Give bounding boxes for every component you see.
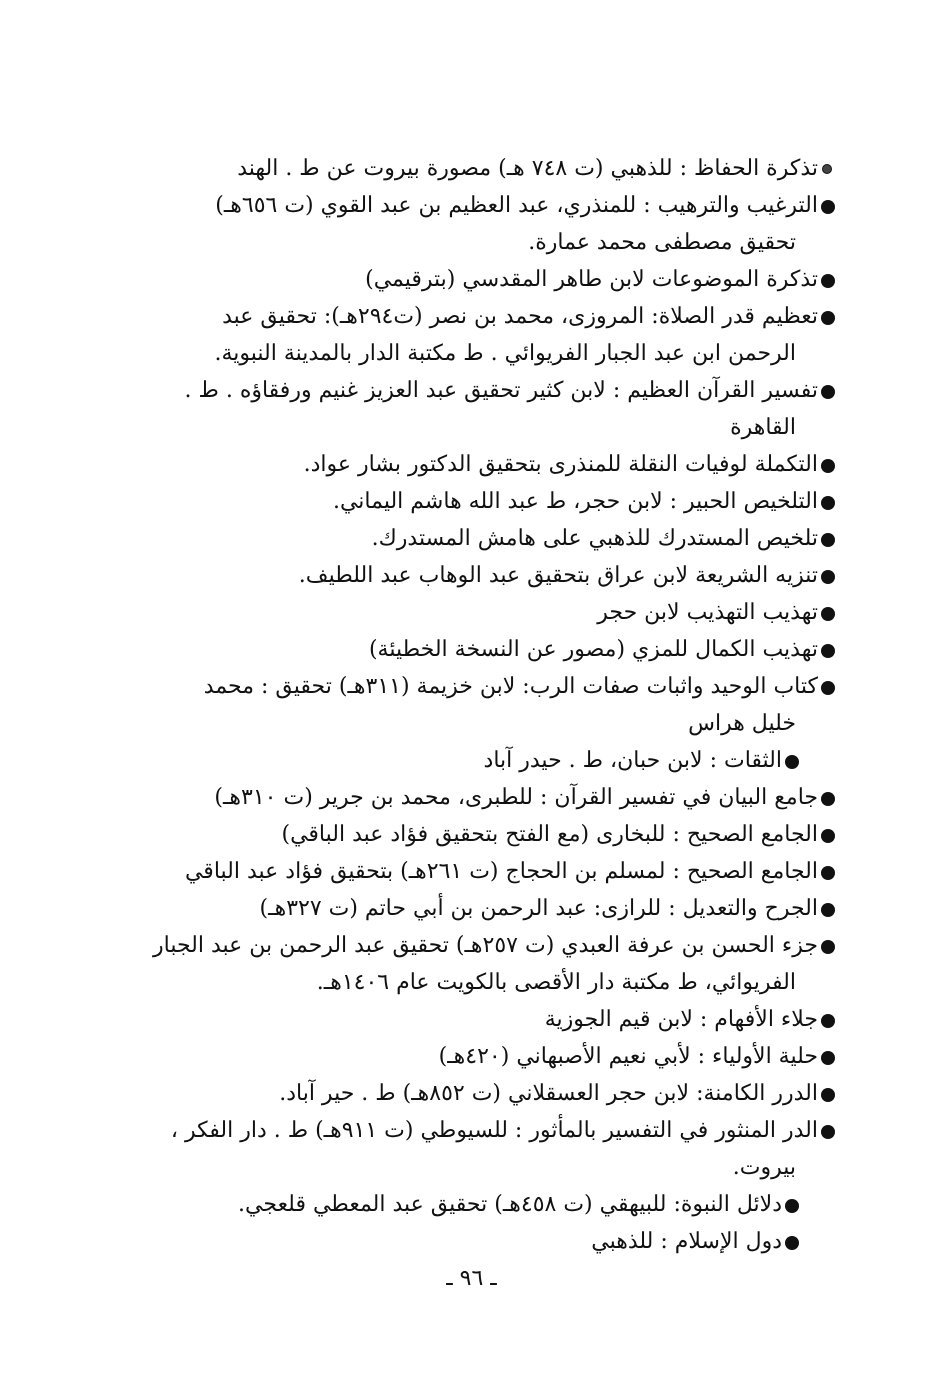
bibliography-entry <box>118 1075 818 1112</box>
entry-text: تهذيب التهذيب لابن حجر <box>597 600 818 625</box>
entry-text: جلاء الأفهام : لابن قيم الجوزية <box>544 1007 818 1032</box>
bibliography-entry <box>118 187 818 261</box>
entry-text: الجامع الصحيح : لمسلم بن الحجاج (ت ٢٦١هـ) بتحقيق فؤاد عبد الباقي <box>184 859 818 884</box>
entry-text: الدر المنثور في التفسير بالمأثور : للسيوطي (ت ٩١١هـ) ط . دار الفكر ، <box>170 1118 818 1143</box>
bullet-icon <box>821 533 835 547</box>
bibliography-entry <box>118 520 818 557</box>
bibliography-entry <box>118 1038 818 1075</box>
bibliography-entry <box>118 927 818 1001</box>
entry-text: كتاب الوحيد واثبات صفات الرب: لابن خزيمة (٣١١هـ) تحقيق : محمد <box>203 674 818 699</box>
bullet-icon <box>822 164 832 174</box>
bullet-icon <box>821 459 835 473</box>
entry-text: جزء الحسن بن عرفة العبدي (ت ٢٥٧هـ) تحقيق عبد الرحمن بن عبد الجبار <box>153 933 818 958</box>
entry-continuation: بيروت. <box>732 1155 796 1180</box>
entry-text: تهذيب الكمال للمزي (مصور عن النسخة الخطيئة) <box>368 637 818 662</box>
entry-text: تنزيه الشريعة لابن عراق بتحقيق عبد الوهاب عبد اللطيف. <box>298 563 818 588</box>
entry-text: جامع البيان في تفسير القرآن : للطبرى، محمد بن جرير (ت ٣١٠هـ) <box>214 785 818 810</box>
bibliography-entry <box>118 150 818 187</box>
entry-text: تذكرة الموضوعات لابن طاهر المقدسي (بترقيمي) <box>365 267 818 292</box>
bullet-icon <box>821 200 835 214</box>
entry-continuation: الفريوائي، ط مكتبة دار الأقصى بالكويت عام ١٤٠٦هـ. <box>316 970 796 995</box>
bullet-icon <box>821 385 835 399</box>
bullet-icon <box>821 644 835 658</box>
entry-text: الثقات : لابن حبان، ط . حيدر آباد <box>483 748 782 773</box>
bullet-icon <box>821 607 835 621</box>
page-number: ـ ٩٦ ـ <box>446 1266 497 1291</box>
bibliography-entry <box>118 1112 818 1186</box>
bibliography-entry <box>118 594 818 631</box>
bullet-icon <box>821 903 835 917</box>
bullet-icon <box>785 1236 799 1250</box>
bibliography-entry <box>118 298 818 372</box>
entry-text: الجرح والتعديل : للرازى: عبد الرحمن بن أبي حاتم (ت ٣٢٧هـ) <box>259 896 818 921</box>
bullet-icon <box>821 496 835 510</box>
bibliography-entry <box>118 557 818 594</box>
bibliography-entry <box>118 853 818 890</box>
bibliography-entry <box>118 1001 818 1038</box>
entry-text: تعظيم قدر الصلاة: المروزى، محمد بن نصر (ت٢٩٤هـ): تحقيق عبد <box>222 304 818 329</box>
entry-continuation: تحقيق مصطفى محمد عمارة. <box>528 230 796 255</box>
entry-text: تذكرة الحفاظ : للذهبي (ت ٧٤٨ هـ) مصورة بيروت عن ط . الهند <box>237 156 818 181</box>
bullet-icon <box>821 1125 835 1139</box>
entry-continuation: خليل هراس <box>688 711 796 736</box>
bullet-icon <box>785 755 799 769</box>
bullet-icon <box>821 311 835 325</box>
entry-text: دول الإسلام : للذهبي <box>591 1229 782 1254</box>
bibliography-entry <box>118 742 782 779</box>
bibliography-entry <box>118 816 818 853</box>
bibliography-entry <box>118 446 818 483</box>
entry-text: التلخيص الحبير : لابن حجر، ط عبد الله هاشم اليماني. <box>332 489 818 514</box>
bibliography-entry <box>118 483 818 520</box>
bullet-icon <box>821 681 835 695</box>
bullet-icon <box>821 829 835 843</box>
entry-text: حلية الأولياء : لأبي نعيم الأصبهاني (٤٢٠هـ) <box>438 1044 818 1069</box>
bibliography-entry <box>118 1186 782 1223</box>
entry-text: الدرر الكامنة: لابن حجر العسقلاني (ت ٨٥٢هـ) ط . حير آباد. <box>279 1081 818 1106</box>
bibliography-entry <box>118 1223 782 1260</box>
bibliography-list <box>118 150 818 1260</box>
bullet-icon <box>821 940 835 954</box>
bibliography-entry <box>118 668 818 742</box>
entry-text: دلائل النبوة: للبيهقي (ت ٤٥٨هـ) تحقيق عبد المعطي قلعجي. <box>238 1192 782 1217</box>
bibliography-entry <box>118 372 818 446</box>
entry-text: تفسير القرآن العظيم : لابن كثير تحقيق عبد العزيز غنيم ورفقاؤه . ط . <box>184 378 818 403</box>
entry-continuation: الرحمن ابن عبد الجبار الفريوائي . ط مكتبة الدار بالمدينة النبوية. <box>214 341 796 366</box>
bibliography-entry <box>118 261 818 298</box>
entry-text: تلخيص المستدرك للذهبي على هامش المستدرك. <box>371 526 818 551</box>
bibliography-entry <box>118 631 818 668</box>
bullet-icon <box>821 1014 835 1028</box>
bibliography-entry <box>118 890 818 927</box>
bullet-icon <box>821 274 835 288</box>
bibliography-entry <box>118 779 818 816</box>
bullet-icon <box>821 1088 835 1102</box>
bullet-icon <box>821 570 835 584</box>
entry-text: التكملة لوفيات النقلة للمنذرى بتحقيق الدكتور بشار عواد. <box>303 452 818 477</box>
entry-text: الجامع الصحيح : للبخارى (مع الفتح بتحقيق فؤاد عبد الباقي) <box>281 822 818 847</box>
bullet-icon <box>785 1199 799 1213</box>
entry-continuation: القاهرة <box>730 415 796 440</box>
bullet-icon <box>821 866 835 880</box>
bullet-icon <box>821 792 835 806</box>
bullet-icon <box>821 1051 835 1065</box>
entry-text: الترغيب والترهيب : للمنذري، عبد العظيم بن عبد القوي (ت ٦٥٦هـ) <box>215 193 818 218</box>
